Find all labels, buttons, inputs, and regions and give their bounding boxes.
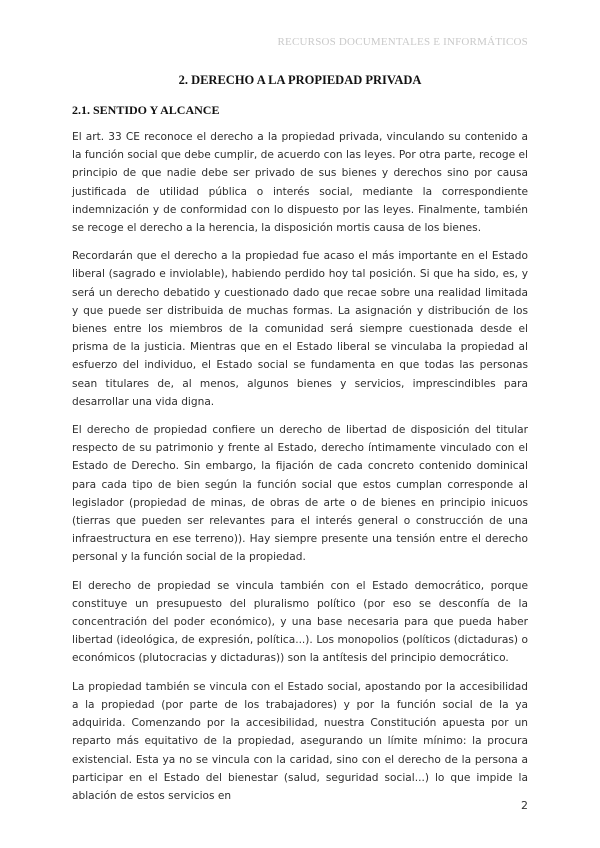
paragraph: El derecho de propiedad confiere un derecho de libertad de disposición del titular respecto de su patrimonio y frente al Estado, derecho íntimamente vinculado con el Estado de Derecho. Sin embargo, la fijación de cada concreto contenido dominical para cada tipo de bien según la función social que estos cumplan corresponde al legislador (propiedad de minas, de obras de arte o de bienes en principio inicuos (tierras que pueden ser relevantes para el interés general o construcción de una infraestructura en ese terreno)). Hay siempre presente una tensión entre el derecho personal y la función social de la propiedad. (72, 424, 528, 564)
paragraph: La propiedad también se vincula con el Estado social, apostando por la accesibilidad a la propiedad (por parte de los trabajadores) y por la función social de la ya adquirida. Comenzando por la accesibilidad, nuestra Constitución apuesta por un reparto más equitativo de la propiedad, asegurando un límite mínimo: la procura existencial. Esta ya no se vincula con la caridad, sino con el derecho de la persona a participar en el Estado del bienestar (salud, seguridad social...) lo que impide la ablación de estos servicios en (72, 680, 528, 802)
paragraph: El art. 33 CE reconoce el derecho a la propiedad privada, vinculando su contenido a la función social que debe cumplir, de acuerdo con las leyes. Por otra parte, recoge el principio de que nadie debe ser privado de sus bienes y derechos sino por causa justificada de utilidad pública o interés social, mediante la correspondiente indemnización y de conformidad con lo dispuesto por las leyes. Finalmente, también se recoge el derecho a la herencia, la disposición mortis causa de los bienes. (72, 131, 528, 235)
section-title: 2. DERECHO A LA PROPIEDAD PRIVADA (178, 73, 422, 87)
paragraph: El derecho de propiedad se vincula también con el Estado democrático, porque constituye un presupuesto del pluralismo político (por eso se desconfía de la concentración del poder económico), y una base necesaria para que pueda haber libertad (ideológica, de expresión, política...). Los monopolios (políticos (dictaduras) o económicos (plutocracias y dictaduras)) son la antítesis del principio democrático. (72, 579, 528, 665)
section-subtitle: 2.1. SENTIDO Y ALCANCE (72, 103, 220, 117)
document-body (72, 128, 528, 815)
running-header: RECURSOS DOCUMENTALES E INFORMÁTICOS (277, 36, 528, 48)
page-number: 2 (521, 799, 528, 812)
paragraph: Recordarán que el derecho a la propiedad fue acaso el más importante en el Estado liberal (sagrado e inviolable), habiendo perdido hoy tal posición. Si que ha sido, es, y será un derecho debatido y cuestionado dado que recae sobre una realidad limitada y que puede ser distribuida de muchas formas. La asignación y distribución de los bienes entre los miembros de la comunidad será siempre cuestionada desde el prisma de la justicia. Mientras que en el Estado liberal se vinculaba la propiedad al esfuerzo del individuo, el Estado social se fundamenta en que todas las personas sean titulares de, al menos, algunos bienes y servicios, imprescindibles para desarrollar una vida digna. (72, 250, 528, 408)
